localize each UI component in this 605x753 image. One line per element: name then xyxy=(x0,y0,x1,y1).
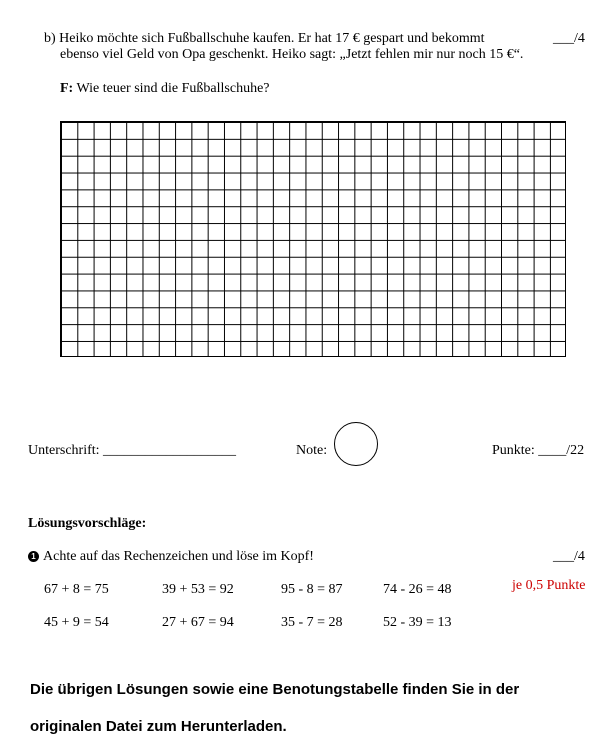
grade-label: Note: xyxy=(296,443,328,458)
equation: 35 - 7 = 28 xyxy=(281,615,343,630)
equation: 67 + 8 = 75 xyxy=(44,582,109,597)
signature-field: Unterschrift: ___________________ xyxy=(28,443,237,458)
question-label: F: xyxy=(60,81,74,96)
equation: 27 + 67 = 94 xyxy=(162,615,234,630)
score-field: Punkte: ____/22 xyxy=(492,443,585,458)
closing-line-1: Die übrigen Lösungen sowie eine Benotungstabelle finden Sie in der xyxy=(30,681,520,698)
equation: 95 - 8 = 87 xyxy=(281,582,343,597)
task-b-points: ___/4 xyxy=(553,31,585,46)
task-b-line-2: ebenso viel Geld von Opa geschenkt. Heiko sagt: „Jetzt fehlen mir nur noch 15 €“. xyxy=(60,47,524,62)
number-one-bullet-icon: 1 xyxy=(28,551,39,562)
answer-grid[interactable] xyxy=(60,121,566,357)
closing-line-2: originalen Datei zum Herunterladen. xyxy=(30,718,287,735)
solutions-heading: Lösungsvorschläge: xyxy=(28,516,147,531)
equation: 52 - 39 = 13 xyxy=(383,615,452,630)
solutions-task-1 xyxy=(28,549,314,565)
equation: 39 + 53 = 92 xyxy=(162,582,234,597)
solutions-points: ___/4 xyxy=(553,549,585,564)
task-b-line-1: b) Heiko möchte sich Fußballschuhe kaufen. Er hat 17 € gespart und bekommt xyxy=(44,31,485,46)
solutions-task-text: Achte auf das Rechenzeichen und löse im Kopf! xyxy=(43,549,314,564)
points-note: je 0,5 Punkte xyxy=(512,578,586,593)
equation: 74 - 26 = 48 xyxy=(383,582,452,597)
question-text: Wie teuer sind die Fußballschuhe? xyxy=(76,81,270,96)
grade-circle xyxy=(334,422,378,466)
equation: 45 + 9 = 54 xyxy=(44,615,109,630)
question xyxy=(60,81,270,97)
